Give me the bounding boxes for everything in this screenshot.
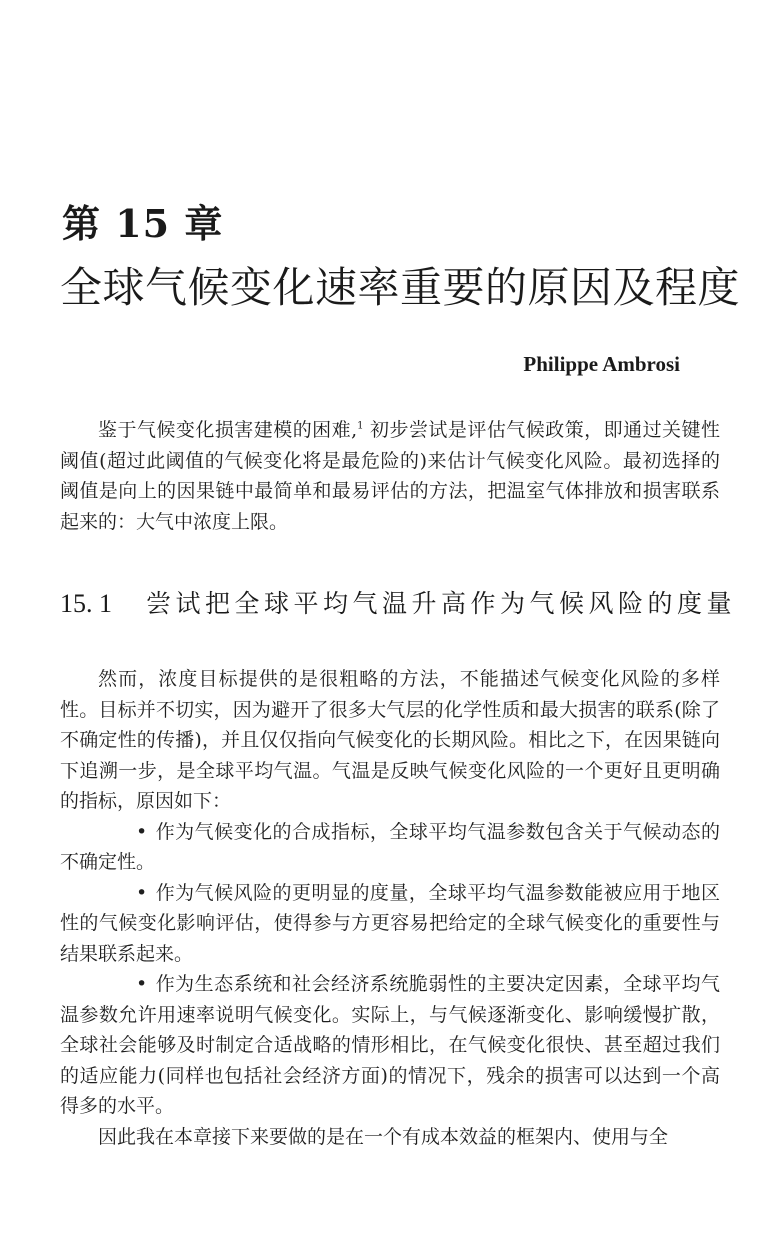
author-name: Philippe Ambrosi — [523, 352, 680, 376]
section-number: 15. 1 — [60, 589, 112, 618]
section-title: 尝试把全球平均气温升高作为气候风险的度量 — [146, 589, 737, 618]
bullet-text: 作为生态系统和社会经济系统脆弱性的主要决定因素，全球平均气温参数允许用速率说明气候变化。实际上，与气候逐渐变化、影响缓慢扩散，全球社会能够及时制定合适战略的情形相比，在气候变化很快、甚至超过我们的适应能力(同样也包括社会经济方面)的情况下，残余的损害可以达到一个高得多的水平。 — [60, 973, 720, 1117]
section-body — [60, 664, 720, 1152]
body-paragraph: 然而，浓度目标提供的是很粗略的方法，不能描述气候变化风险的多样性。目标并不切实，因为避开了很多大气层的化学性质和最大损害的联系(除了不确定性的传播)，并且仅仅指向气候变化的长期风险。相比之下，在因果链向下追溯一步，是全球平均气温。气温是反映气候变化风险的一个更好且更明确的指标，原因如下： — [60, 668, 720, 812]
intro-text-part2: 初步尝试是评估气候政策，即通过关键性阈值(超过此阈值的气候变化将是最危险的)来估计气候变化风险。最初选择的阈值是向上的因果链中最简单和最易评估的方法，把温室气体排放和损害联系起来的：大气中浓度上限。 — [60, 419, 720, 533]
footnote-marker[interactable]: 1 — [357, 420, 364, 432]
intro-text-part1: 鉴于气候变化损害建模的困难, — [98, 419, 358, 441]
section-heading — [60, 588, 737, 619]
bullet-icon: • — [136, 820, 148, 843]
bullet-item — [60, 817, 720, 878]
chapter-number: 第 15 章 — [62, 201, 224, 246]
bullet-text: 作为气候风险的更明显的度量，全球平均气温参数能被应用于地区性的气候变化影响评估，使得参与方更容易把给定的全球气候变化的重要性与结果联系起来。 — [60, 881, 720, 965]
bullet-item — [60, 969, 720, 1122]
bullet-item — [60, 878, 720, 970]
bullet-icon: • — [136, 973, 148, 995]
bullet-icon: • — [136, 881, 148, 904]
chapter-title: 全球气候变化速率重要的原因及程度 — [60, 263, 741, 312]
body-paragraph: 因此我在本章接下来要做的是在一个有成本效益的框架内、使用与全 — [98, 1125, 669, 1148]
intro-paragraph — [60, 415, 720, 537]
bullet-text: 作为气候变化的合成指标，全球平均气温参数包含关于气候动态的不确定性。 — [60, 820, 720, 873]
